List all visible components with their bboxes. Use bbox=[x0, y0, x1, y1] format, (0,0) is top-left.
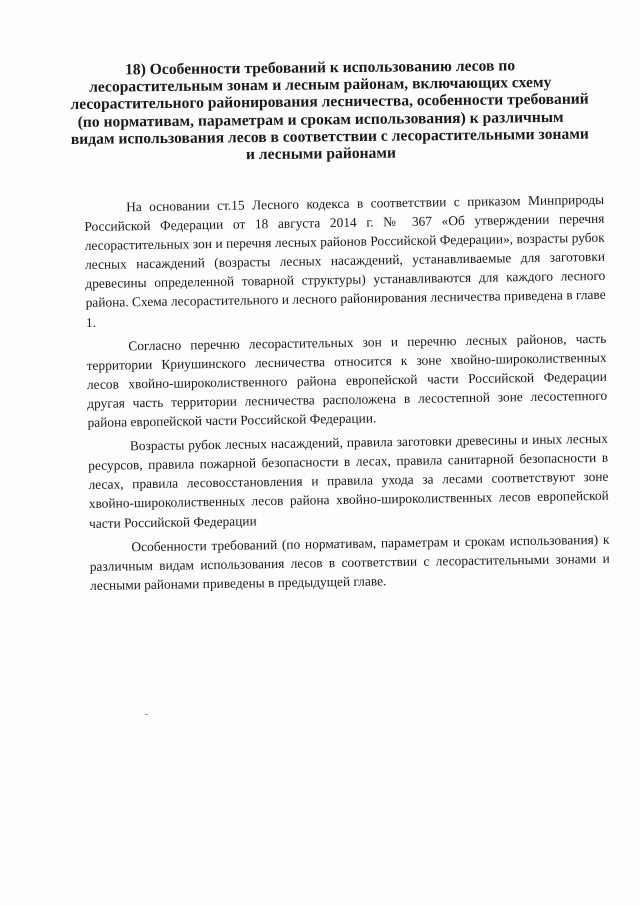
section-title-line: и лесными районами bbox=[245, 144, 397, 164]
section-title-line: 18) Особенности требований к использованию лесов по bbox=[124, 57, 516, 79]
section-title bbox=[70, 57, 589, 165]
section-title-line: (по нормативам, параметрам и срокам использования) к различным bbox=[77, 108, 564, 131]
section-title-line: лесорастительным зонам и лесным районам, включающих схему bbox=[89, 74, 552, 97]
body-text bbox=[84, 190, 610, 600]
paragraph-requirements: Особенности требований (по нормативам, параметрам и срокам использования) к различным видам использования лесов в соответствии с лесорастительными зонами и лесными районами приведены в предыдущей главе. bbox=[89, 531, 610, 593]
paragraph-legal-basis: На основании ст.15 Лесного кодекса в соответствии с приказом Минприроды Российской Федерации от 18 августа 2014 г. № 367 «Об утверждении перечня лесорастительных зон и перечня лесных районов Российской Федерации», возрасты рубок лесных насаждений (возрасты лесных насаждений, устанавливаемые для заготовки древесины определенной товарной структуры) устанавливаются для каждого лесного района. Схема лесорастительного и лесного районирования лесничества приведена в главе 1. bbox=[84, 191, 606, 330]
scan-speck bbox=[145, 714, 148, 715]
paragraph-zones: Согласно перечню лесорастительных зон и перечню лесных районов, часть территории Криушинского лесничества относится к зоне хвойно-широколиственных лесов хвойно-широколиственного района европейской части Российской Федерации другая часть территории лесничества расположена в лесостепной зоне лесостепного района европейской части Российской Федерации. bbox=[86, 330, 608, 431]
section-title-line: видам использования лесов в соответствии с лесорастительными зонами bbox=[70, 125, 589, 148]
section-title-line: лесорастительного районирования лесничества, особенности требований bbox=[70, 90, 589, 114]
paragraph-felling-rules: Возрасты рубок лесных насаждений, правила заготовки древесины и иных лесных ресурсов, правила пожарной безопасности в лесах, правила санитарной безопасности в лесах, правила лесовосстановления и правила ухода за лесами соответствуют зоне хвойно-широколиственных лесов района хвойно-широколиственных лесов европейской части Российской Федерации bbox=[88, 430, 609, 531]
